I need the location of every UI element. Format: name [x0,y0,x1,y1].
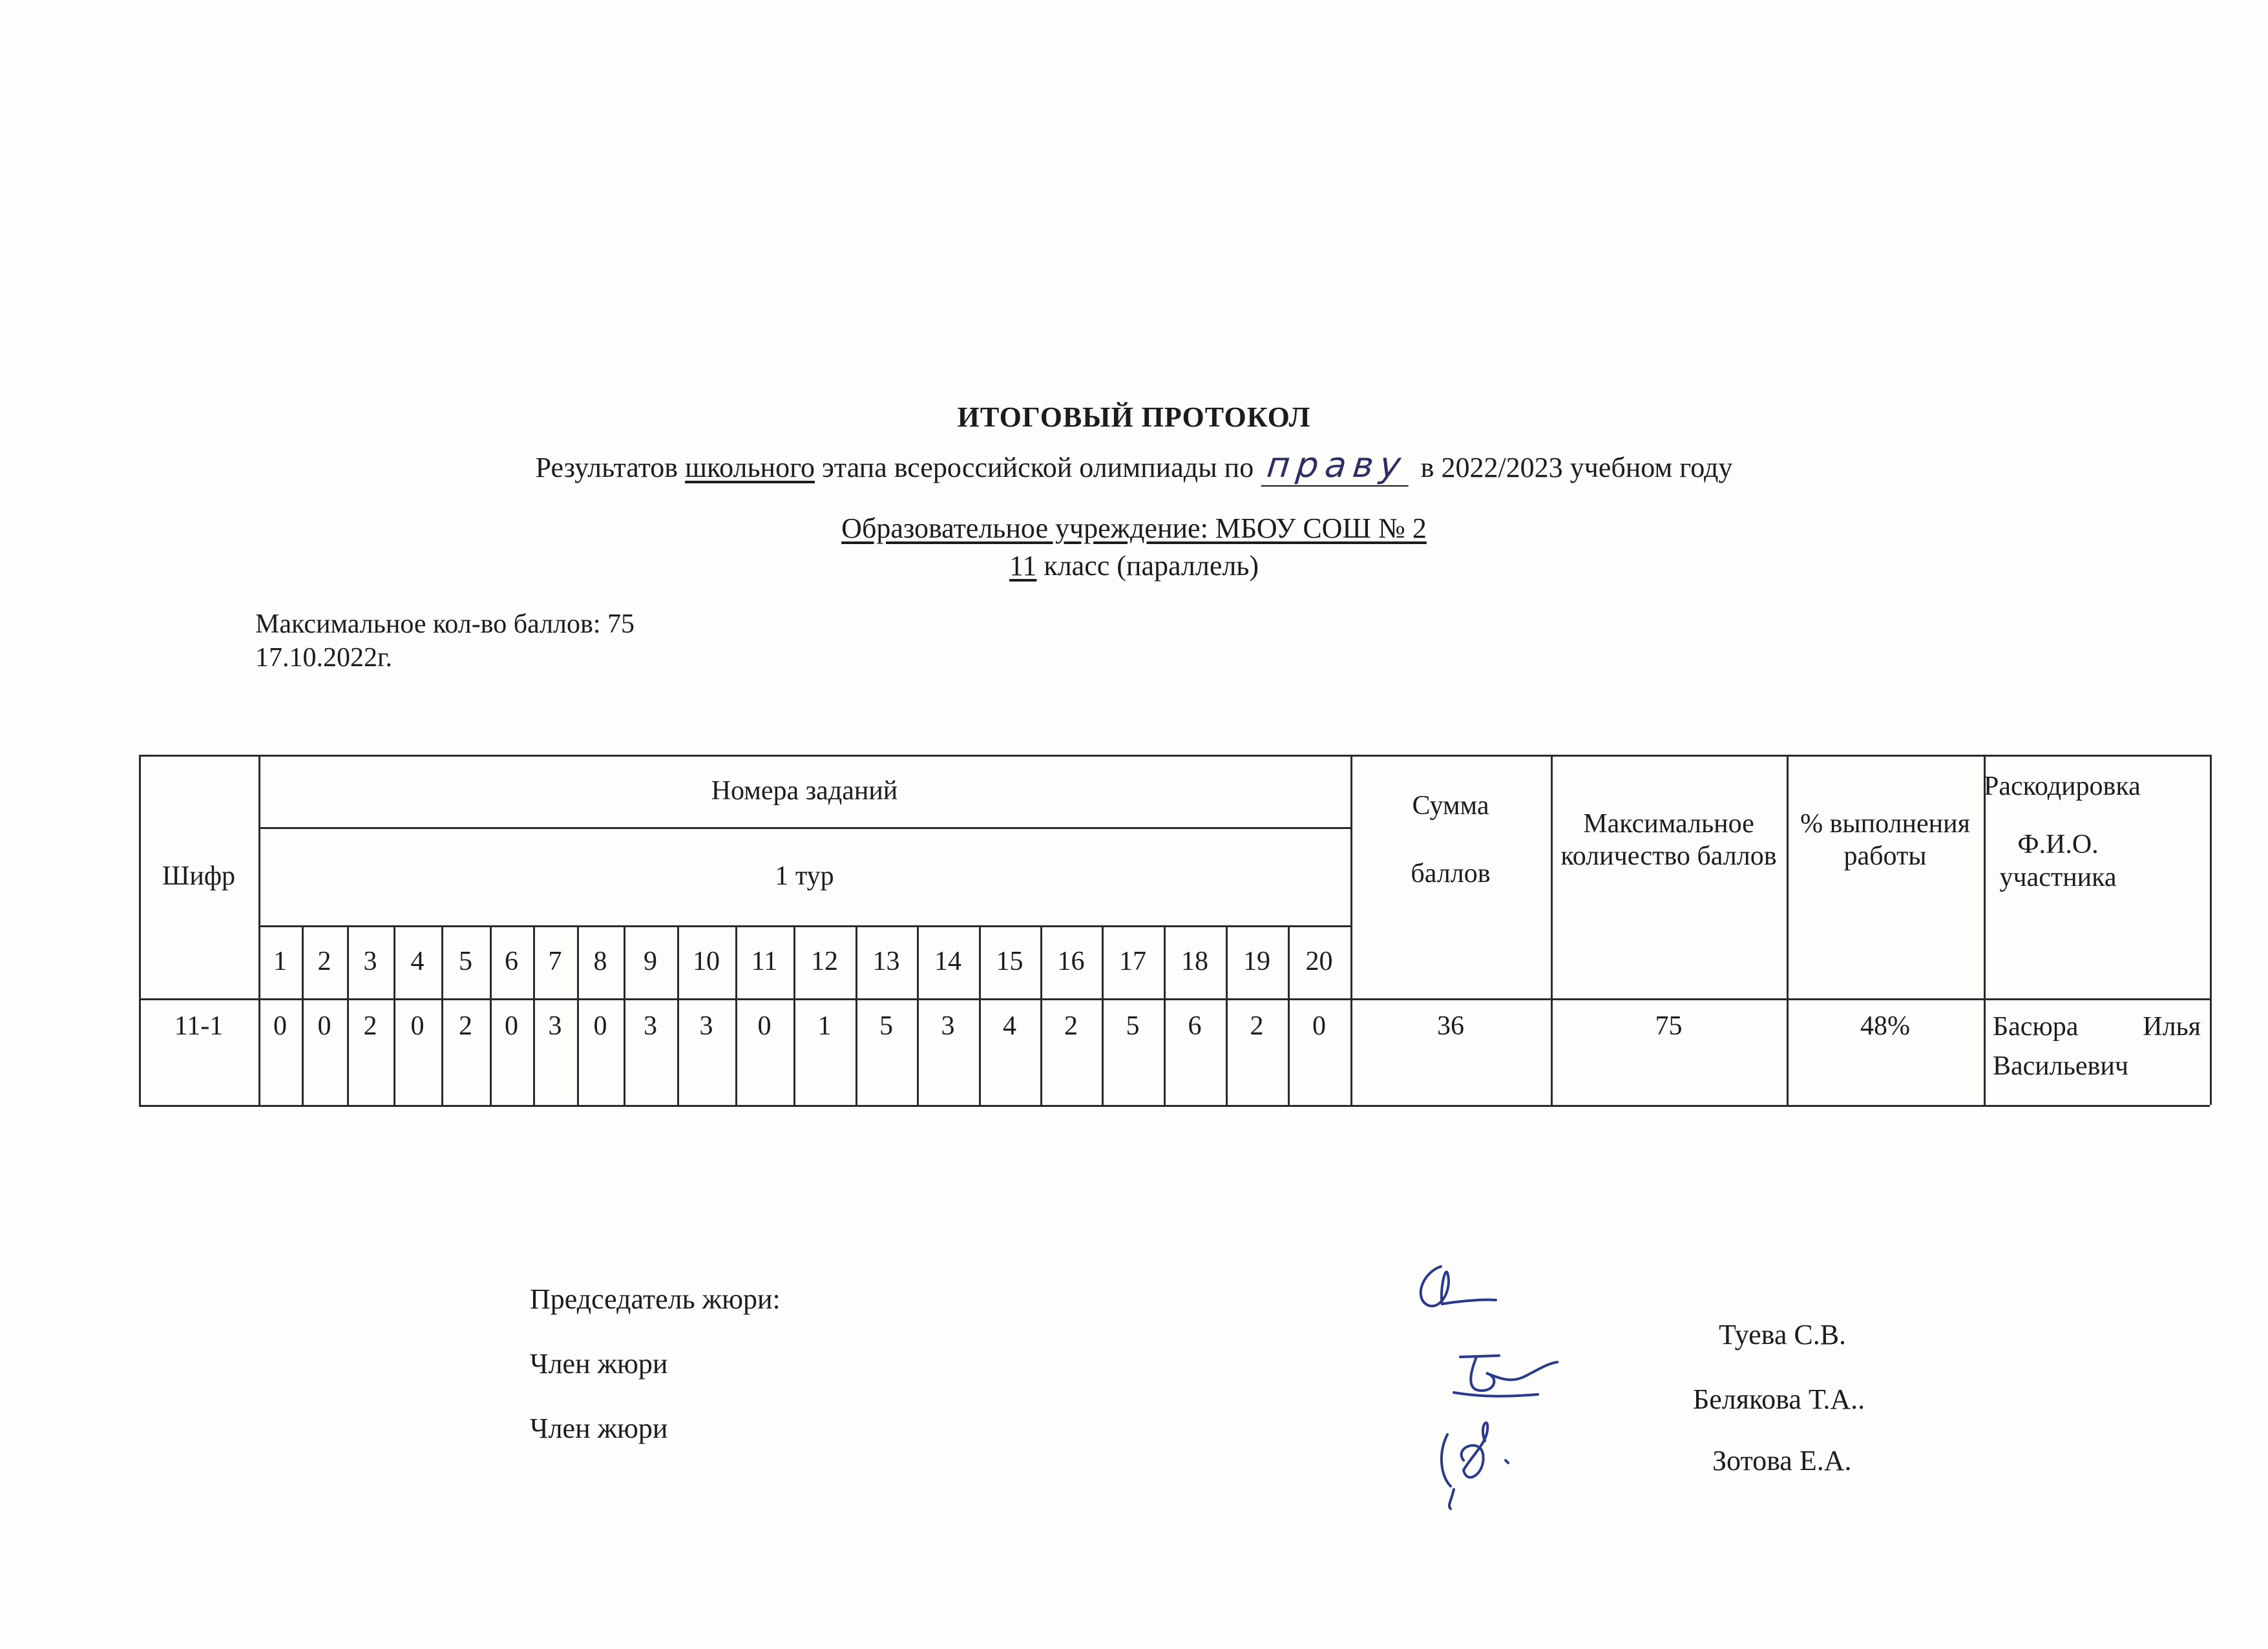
task-number-10: 10 [693,947,720,977]
task-score-19: 2 [1250,1011,1264,1041]
task-number-11: 11 [751,947,778,977]
document-title: ИТОГОВЫЙ ПРОТОКОЛ [957,401,1311,433]
task-score-5: 2 [459,1011,472,1041]
task-number-20: 20 [1305,947,1333,977]
chairman-name: Туева С.В. [1719,1319,1847,1350]
task-score-7: 3 [548,1011,562,1041]
task-number-6: 6 [505,947,518,977]
member-label-2: Член жюри [530,1413,668,1444]
task-score-8: 0 [593,1011,607,1041]
document-subtitle [0,445,2268,487]
task-score-16: 2 [1064,1011,1078,1041]
header-cipher: Шифр [162,861,236,892]
task-score-3: 2 [363,1011,377,1041]
member-label-1: Член жюри [530,1348,668,1380]
task-score-4: 0 [410,1011,425,1041]
header-max-score: Максимальное количество баллов [1560,808,1777,871]
task-score-9: 3 [644,1011,657,1041]
header-decode [1984,755,2210,925]
task-number-18: 18 [1181,947,1208,977]
task-score-20: 0 [1312,1011,1326,1041]
institution-line: Образовательное учреждение: МБОУ СОШ № 2 [841,512,1427,544]
task-number-4: 4 [410,947,425,977]
task-number-17: 17 [1119,947,1146,977]
task-number-14: 14 [934,947,961,977]
task-score-17: 5 [1126,1011,1140,1041]
class-suffix: класс (параллель) [1044,550,1259,582]
header-decode-label: Раскодировка [1984,772,2141,801]
task-number-2: 2 [317,947,331,977]
task-number-7: 7 [548,947,562,977]
task-score-6: 0 [505,1011,518,1041]
task-number-12: 12 [811,947,838,977]
max-score: Максимальное кол-во баллов: 75 [255,609,635,639]
row-max-score: 75 [1655,1011,1683,1041]
handwritten-subject: праву [1261,445,1413,487]
subtitle-suffix: в 2022/2023 учебном году [1420,452,1733,483]
header-percent: % выполнения работы [1800,808,1970,871]
task-number-5: 5 [459,947,472,977]
row-cipher: 11-1 [174,1011,224,1041]
task-score-11: 0 [757,1011,772,1041]
task-number-9: 9 [644,947,657,977]
task-number-8: 8 [593,947,607,977]
protocol-date: 17.10.2022г. [255,643,392,673]
task-score-13: 5 [879,1011,893,1041]
task-score-12: 1 [817,1011,832,1041]
table-right-border [2210,755,2212,1105]
member-name-1: Белякова Т.А.. [1693,1383,1865,1415]
task-number-15: 15 [996,947,1024,977]
task-score-10: 3 [699,1011,713,1041]
task-number-16: 16 [1057,947,1085,977]
subtitle-prefix: Результатов [535,452,678,483]
header-sum-line-2: баллов [1411,859,1491,889]
chairman-label: Председатель жюри: [530,1283,781,1315]
class-line [0,549,2268,582]
subtitle-middle: этапа всероссийской олимпиады по [822,452,1254,483]
task-number-19: 19 [1243,947,1270,977]
task-score-1: 0 [273,1011,287,1041]
class-number: 11 [1009,550,1037,582]
task-number-13: 13 [872,947,900,977]
table-bottom-border [139,1105,2210,1107]
task-score-2: 0 [317,1011,331,1041]
header-sum [1350,755,1551,925]
participant-name: Басюра Илья Васильевич [1993,1012,2201,1081]
task-score-18: 6 [1188,1011,1202,1041]
member-name-2: Зотова Е.А. [1712,1445,1852,1476]
member-signature-1 [1441,1344,1570,1415]
header-fio-label: Ф.И.О. участника [1999,830,2117,892]
row-sum: 36 [1437,1011,1464,1041]
header-task-numbers: Номера заданий [711,775,898,806]
stage-name: школьного [685,452,815,483]
member-signature-2 [1428,1415,1544,1512]
row-percent: 48% [1860,1011,1910,1041]
task-number-1: 1 [273,947,287,977]
task-score-15: 4 [1003,1011,1016,1041]
task-number-3: 3 [363,947,377,977]
task-score-14: 3 [941,1011,955,1041]
header-round: 1 тур [775,861,834,891]
chairman-signature [1402,1254,1506,1325]
header-sum-line-1: Сумма [1412,791,1489,821]
